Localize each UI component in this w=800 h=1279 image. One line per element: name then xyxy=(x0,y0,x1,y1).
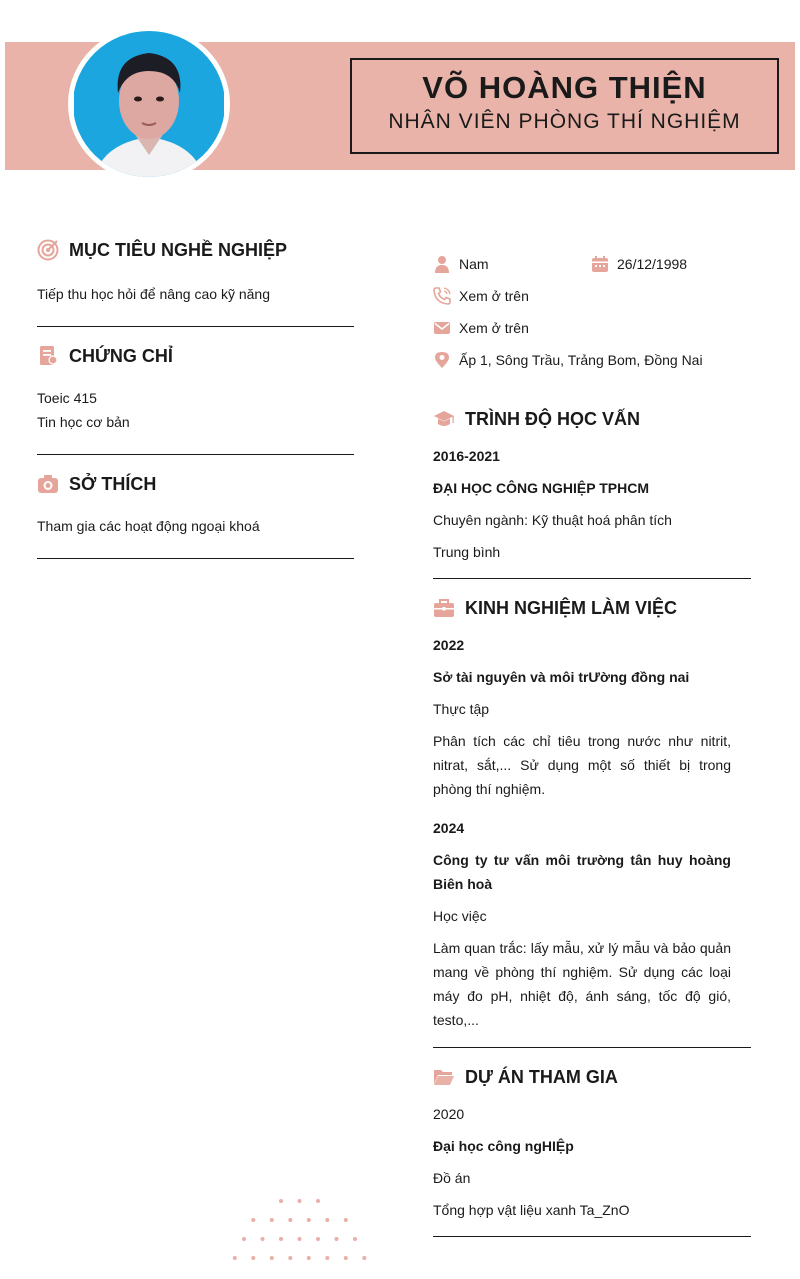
phone-value: Xem ở trên xyxy=(459,288,529,304)
job-title: NHÂN VIÊN PHÒNG THÍ NGHIỆM xyxy=(388,110,741,133)
experience-company: Sở tài nguyên và môi trƯờng đồng nai xyxy=(433,669,690,685)
decorative-dot xyxy=(288,1218,292,1222)
candidate-name: VÕ HOÀNG THIỆN xyxy=(422,70,707,105)
graduation-cap-icon xyxy=(433,408,455,430)
decorative-dot xyxy=(279,1237,283,1241)
profile-photo xyxy=(73,31,225,177)
decorative-dot xyxy=(344,1218,348,1222)
certificate-item: Toeic 415 xyxy=(37,390,97,406)
divider xyxy=(37,558,354,559)
objective-heading xyxy=(37,235,354,265)
email-icon xyxy=(433,319,451,337)
decorative-dot xyxy=(270,1218,274,1222)
contact-row xyxy=(433,344,751,376)
decorative-dot xyxy=(316,1199,320,1203)
project-type: Đồ án xyxy=(433,1170,471,1186)
contact-row xyxy=(433,248,751,280)
certificates-heading xyxy=(37,341,354,371)
phone-icon xyxy=(433,287,451,305)
right-column xyxy=(433,248,751,1237)
birthday-value: 26/12/1998 xyxy=(617,256,688,272)
education-title: TRÌNH ĐỘ HỌC VẤN xyxy=(465,408,640,429)
decorative-dot xyxy=(362,1256,366,1260)
camera-icon xyxy=(37,473,59,495)
decorative-dot xyxy=(298,1237,302,1241)
decorative-dot xyxy=(325,1256,329,1260)
objective-title: MỤC TIÊU NGHỀ NGHIỆP xyxy=(69,239,288,260)
decorative-dots xyxy=(205,1195,395,1279)
experience-company: Công ty tư vấn môi trường tân huy hoàng Biên hoà xyxy=(433,852,731,892)
folder-icon xyxy=(433,1066,455,1088)
decorative-dot xyxy=(353,1237,357,1241)
calendar-icon xyxy=(591,255,609,273)
decorative-dot xyxy=(261,1237,265,1241)
experience-year: 2024 xyxy=(433,820,465,836)
decorative-dot xyxy=(233,1256,237,1260)
divider xyxy=(37,454,354,455)
decorative-dot xyxy=(344,1256,348,1260)
project-org: Đại học công ngHIỆp xyxy=(433,1138,574,1154)
divider xyxy=(433,1236,751,1237)
education-grade: Trung bình xyxy=(433,544,501,560)
project-year: 2020 xyxy=(433,1106,465,1122)
experience-description: Phân tích các chỉ tiêu trong nước như nitrit, nitrat, sắt,... Sử dụng một số thiết bị trong phòng thí nghiệm. xyxy=(433,733,731,797)
hobbies-heading xyxy=(37,469,354,499)
decorative-dot xyxy=(242,1237,246,1241)
name-box xyxy=(350,58,779,154)
objective-text: Tiếp thu học hỏi để nâng cao kỹ năng xyxy=(37,286,270,302)
contact-row xyxy=(433,280,751,312)
decorative-dot xyxy=(251,1256,255,1260)
project-detail: Tổng hợp vật liệu xanh Ta_ZnO xyxy=(433,1202,630,1218)
divider xyxy=(37,326,354,327)
address-value: Ấp 1, Sông Trầu, Trảng Bom, Đồng Nai xyxy=(459,352,703,368)
target-icon xyxy=(37,239,59,261)
decorative-dot xyxy=(335,1237,339,1241)
certificate-icon xyxy=(37,345,59,367)
divider xyxy=(433,1047,751,1048)
experience-position: Học việc xyxy=(433,908,487,924)
decorative-dot xyxy=(316,1237,320,1241)
education-period: 2016-2021 xyxy=(433,448,500,464)
projects-title: DỰ ÁN THAM GIA xyxy=(465,1066,618,1087)
gender-value: Nam xyxy=(459,256,489,272)
decorative-dot xyxy=(279,1199,283,1203)
experience-item xyxy=(433,816,751,1032)
experience-position: Thực tập xyxy=(433,701,490,717)
decorative-dot xyxy=(325,1218,329,1222)
decorative-dot xyxy=(307,1218,311,1222)
experience-description: Làm quan trắc: lấy mẫu, xử lý mẫu và bảo quản mang về phòng thí nghiệm. Sử dụng các loại máy đo pH, nhiệt độ, ánh sáng, tốc độ gió, testo,... xyxy=(433,940,731,1028)
divider xyxy=(433,578,751,579)
certificates-title: CHỨNG CHỈ xyxy=(69,345,173,366)
decorative-dot xyxy=(298,1199,302,1203)
experience-item xyxy=(433,633,751,801)
experience-heading xyxy=(433,593,751,623)
hobbies-title: SỞ THÍCH xyxy=(69,473,157,494)
decorative-dot xyxy=(307,1256,311,1260)
education-major: Chuyên ngành: Kỹ thuật hoá phân tích xyxy=(433,512,672,528)
contact-row xyxy=(433,312,751,344)
briefcase-icon xyxy=(433,597,455,619)
experience-year: 2022 xyxy=(433,637,465,653)
education-school: ĐẠI HỌC CÔNG NGHIỆP TPHCM xyxy=(433,480,649,496)
projects-heading xyxy=(433,1062,751,1092)
location-icon xyxy=(433,351,451,369)
certificate-item: Tin học cơ bản xyxy=(37,414,130,430)
decorative-dot xyxy=(251,1218,255,1222)
avatar xyxy=(68,26,230,182)
experience-title: KINH NGHIỆM LÀM VIỆC xyxy=(465,597,678,618)
email-value: Xem ở trên xyxy=(459,320,529,336)
hobbies-text: Tham gia các hoạt động ngoại khoá xyxy=(37,518,260,534)
left-column xyxy=(37,235,354,559)
decorative-dot xyxy=(288,1256,292,1260)
person-icon xyxy=(433,255,451,273)
education-heading xyxy=(433,404,751,434)
decorative-dot xyxy=(270,1256,274,1260)
